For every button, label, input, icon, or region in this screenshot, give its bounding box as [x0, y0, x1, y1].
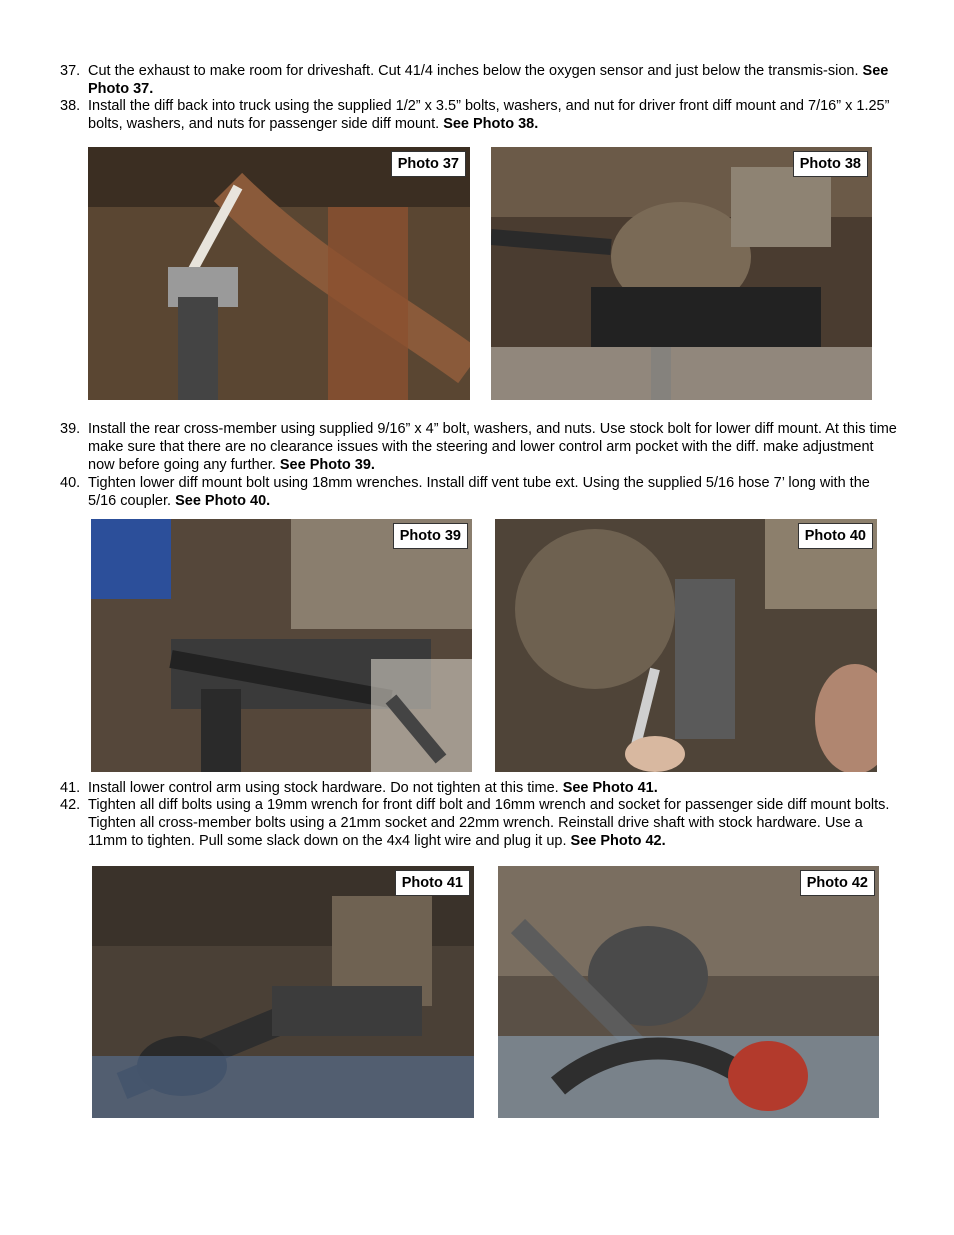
photo-reference: See Photo 37.: [88, 63, 889, 97]
photo-37: [88, 147, 470, 400]
photo-reference: See Photo 41.: [562, 780, 658, 796]
step-number: 37.: [60, 63, 81, 79]
step-number: 39.: [60, 421, 81, 437]
photo-label: Photo 39: [393, 523, 468, 549]
photo-reference: See Photo 42.: [570, 833, 666, 849]
step-number: 41.: [60, 780, 81, 796]
photo-label: Photo 42: [800, 870, 875, 896]
step-number: 40.: [60, 475, 81, 491]
photo-39: [91, 519, 472, 772]
photo-40-image: [495, 519, 877, 772]
step-text: Install lower control arm using stock hardware. Do not tighten at this time.: [88, 780, 559, 796]
photo-39-image: [91, 519, 472, 772]
photo-label: Photo 40: [798, 523, 873, 549]
step-text: Tighten lower diff mount bolt using 18mm wrenches. Install diff vent tube ext. Using the supplied 5/16 hose 7’ long with the 5/16 coupler.: [88, 475, 870, 509]
photo-label: Photo 41: [395, 870, 470, 896]
step-text: Install the rear cross-member using supplied 9/16” x 4” bolt, washers, and nuts. Use stock bolt for lower diff mount. At this time make sure that there are no clearance issues with the steering and lower control arm pocket with the diff. make adjustment now before going any further.: [88, 421, 897, 473]
photo-42: [498, 866, 879, 1118]
step-42: [60, 796, 900, 850]
step-text: Cut the exhaust to make room for driveshaft. Cut 41/4 inches below the oxygen sensor and just below the transmis-sion.: [88, 63, 859, 79]
photo-reference: See Photo 40.: [175, 493, 271, 509]
photo-38-image: [491, 147, 872, 400]
photo-40: [495, 519, 877, 772]
step-number: 38.: [60, 98, 81, 114]
photo-37-image: [88, 147, 470, 400]
step-38: [60, 97, 900, 133]
step-41: [60, 779, 900, 797]
photo-reference: See Photo 39.: [279, 457, 375, 473]
step-text: Install the diff back into truck using the supplied 1/2” x 3.5” bolts, washers, and nut for driver front diff mount and 7/16” x 1.25” bolts, washers, and nuts for passenger side diff mount.: [88, 98, 890, 132]
step-40: [60, 474, 900, 510]
photo-reference: See Photo 38.: [443, 116, 539, 132]
step-37: [60, 62, 900, 98]
step-39: [60, 420, 900, 474]
photo-41-image: [92, 866, 474, 1118]
photo-41: [92, 866, 474, 1118]
step-text: Tighten all diff bolts using a 19mm wrench for front diff bolt and 16mm wrench and socket for passenger side diff mount bolts. Tighten all cross-member bolts using a 21mm socket and 22mm wrench. Reinstall drive shaft with stock hardware. Use a 11mm to tighten. Pull some slack down on the 4x4 light wire and plug it up.: [88, 797, 890, 849]
step-number: 42.: [60, 797, 81, 813]
photo-label: Photo 38: [793, 151, 868, 177]
photo-42-image: [498, 866, 879, 1118]
photo-38: [491, 147, 872, 400]
photo-label: Photo 37: [391, 151, 466, 177]
